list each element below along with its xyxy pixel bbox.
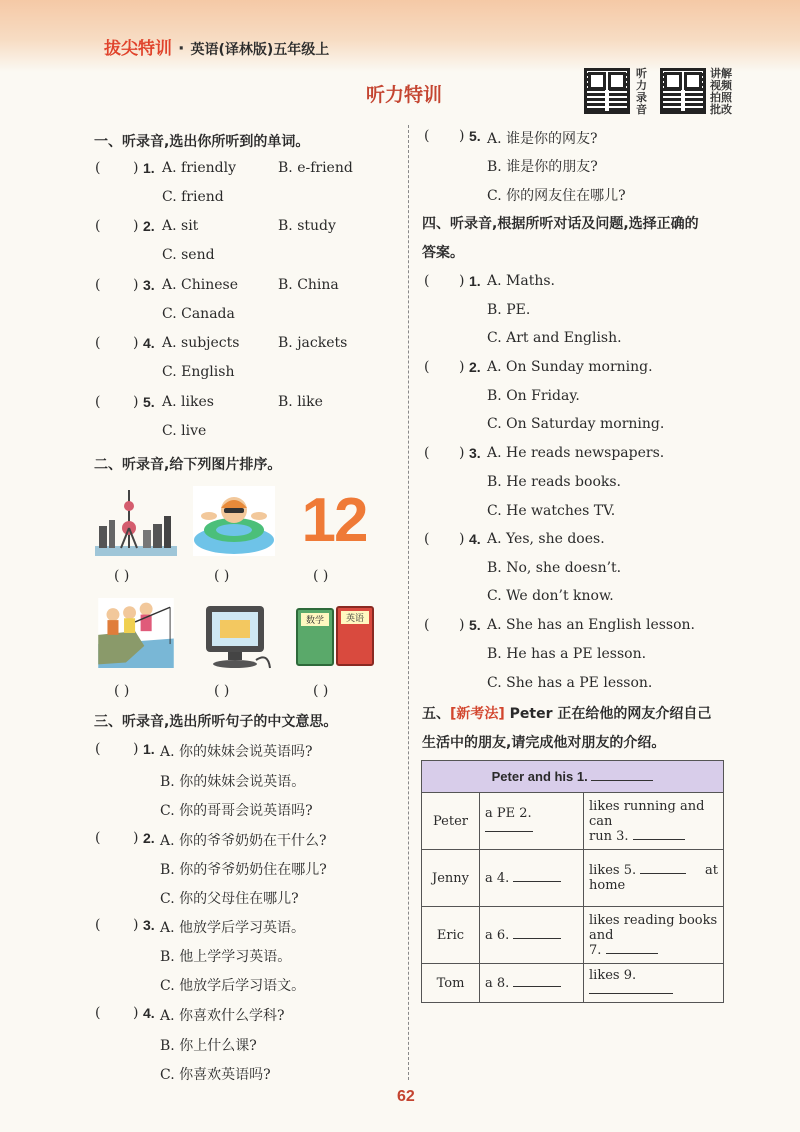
- option-c: C. live: [162, 423, 207, 439]
- blank-9[interactable]: [589, 993, 673, 994]
- friend-hobby: likes reading books and 7.: [584, 907, 724, 964]
- answer-paren-close: ): [459, 359, 465, 375]
- table-row: [422, 907, 724, 964]
- option-a: A. She has an English lesson.: [487, 617, 695, 633]
- option-b: B. No, she doesn’t.: [487, 560, 622, 576]
- section-5-title-cont: 生活中的朋友,请完成他对朋友的介绍。: [422, 735, 666, 751]
- english-book-label: 英语: [341, 611, 369, 624]
- friend-name: Tom: [422, 964, 480, 1003]
- blank-5[interactable]: [640, 873, 686, 874]
- kids-fishing-picture: [95, 598, 177, 668]
- question-number: 3.: [469, 445, 481, 461]
- question-number: 4.: [143, 335, 155, 351]
- english-book-icon: [336, 606, 374, 666]
- option-c: C. 你的父母住在哪儿?: [160, 891, 299, 907]
- answer-paren-close: ): [133, 917, 139, 933]
- option-c: C. 你的网友住在哪儿?: [487, 188, 626, 204]
- answer-paren-open[interactable]: (: [424, 359, 430, 375]
- option-a: A. sit: [162, 218, 199, 234]
- question-number: 1.: [143, 160, 155, 176]
- option-c: C. Art and English.: [487, 330, 622, 346]
- answer-paren-close: ): [459, 128, 465, 144]
- question-number: 3.: [143, 277, 155, 293]
- option-a: A. Maths.: [487, 273, 555, 289]
- blank-6[interactable]: [513, 938, 561, 939]
- answer-paren-close: ): [133, 160, 139, 176]
- question-number: 5.: [469, 617, 481, 633]
- qr-label-video: 讲解视频 拍照批改: [710, 67, 732, 116]
- page-title: 听力特训: [366, 84, 443, 106]
- option-c: C. He watches TV.: [487, 503, 616, 519]
- question-number: 2.: [143, 218, 155, 234]
- answer-paren-close: ): [133, 1005, 139, 1021]
- answer-paren-close: ): [459, 273, 465, 289]
- section-1-title: 一、听录音,选出你所听到的单词。: [94, 134, 310, 150]
- question-number: 5.: [469, 128, 481, 144]
- blank-4[interactable]: [513, 881, 561, 882]
- friend-role: a 8.: [480, 964, 584, 1003]
- section-5-title-text: Peter 正在给他的网友介绍自己: [504, 706, 712, 722]
- question-number: 2.: [469, 359, 481, 375]
- friend-hobby: likes 9.: [584, 964, 724, 1003]
- column-divider: [408, 125, 409, 1080]
- section-5-title: [422, 703, 711, 723]
- question-number: 4.: [469, 531, 481, 547]
- answer-paren-open[interactable]: (: [424, 128, 430, 144]
- answer-paren-close: ): [133, 741, 139, 757]
- option-b: B. 谁是你的朋友?: [487, 159, 598, 175]
- blank-1[interactable]: [591, 780, 653, 781]
- answer-paren-open[interactable]: (: [95, 277, 101, 293]
- question-number: 5.: [143, 394, 155, 410]
- option-b: B. 你的妹妹会说英语。: [160, 774, 306, 790]
- option-c: C. We don’t know.: [487, 588, 614, 604]
- blank-7[interactable]: [606, 953, 658, 954]
- option-c: C. She has a PE lesson.: [487, 675, 653, 691]
- option-a: A. On Sunday morning.: [487, 359, 653, 375]
- answer-paren-open[interactable]: (: [95, 160, 101, 176]
- brand-name: 拔尖特训: [104, 39, 172, 59]
- option-b: B. 他上学学习英语。: [160, 949, 292, 965]
- qr-code-listening[interactable]: [584, 68, 630, 114]
- option-c: C. send: [162, 247, 215, 263]
- table-row: [422, 850, 724, 907]
- qr-label-listening: 听力录音: [636, 67, 647, 116]
- city-skyline-picture: [95, 486, 177, 556]
- answer-paren-open[interactable]: (: [95, 335, 101, 351]
- option-a: A. friendly: [162, 160, 237, 176]
- friend-role: a PE 2.: [480, 793, 584, 850]
- qr-code-video[interactable]: [660, 68, 706, 114]
- friend-hobby: likes running and can run 3.: [584, 793, 724, 850]
- table-row: [422, 793, 724, 850]
- answer-paren-open[interactable]: (: [424, 445, 430, 461]
- answer-paren-open[interactable]: (: [95, 830, 101, 846]
- answer-paren-open[interactable]: (: [424, 617, 430, 633]
- section-2-title: 二、听录音,给下列图片排序。: [94, 457, 282, 473]
- picture-6-answer[interactable]: ( ): [313, 683, 329, 699]
- section-5-prefix: 五、: [422, 706, 450, 722]
- option-b: B. On Friday.: [487, 388, 580, 404]
- answer-paren-close: ): [133, 218, 139, 234]
- math-book-label: 数学: [301, 613, 329, 626]
- picture-2-answer[interactable]: ( ): [214, 568, 230, 584]
- question-number: 1.: [469, 273, 481, 289]
- answer-paren-close: ): [133, 277, 139, 293]
- answer-paren-open[interactable]: (: [95, 917, 101, 933]
- answer-paren-open[interactable]: (: [95, 741, 101, 757]
- option-b: B. He has a PE lesson.: [487, 646, 647, 662]
- books-picture: [296, 606, 374, 668]
- picture-4-answer[interactable]: ( ): [114, 683, 130, 699]
- friends-intro-table: [421, 760, 724, 1003]
- friend-name: Eric: [422, 907, 480, 964]
- picture-5-answer[interactable]: ( ): [214, 683, 230, 699]
- friend-name: Peter: [422, 793, 480, 850]
- table-row: [422, 964, 724, 1003]
- option-a: A. 你喜欢什么学科?: [160, 1008, 285, 1024]
- answer-paren-open[interactable]: (: [95, 1005, 101, 1021]
- picture-3-answer[interactable]: ( ): [313, 568, 329, 584]
- option-a: A. subjects: [162, 335, 240, 351]
- option-a: A. Yes, she does.: [487, 531, 605, 547]
- option-c: C. 你的哥哥会说英语吗?: [160, 803, 313, 819]
- book-brand: 拔尖特训 · 英语(译林版)五年级上: [104, 39, 330, 59]
- blank-2[interactable]: [485, 831, 533, 832]
- answer-paren-close: ): [459, 531, 465, 547]
- option-b: B. He reads books.: [487, 474, 621, 490]
- option-a: A. 你的爷爷奶奶在干什么?: [160, 833, 327, 849]
- option-c: C. 你喜欢英语吗?: [160, 1067, 271, 1083]
- option-b: B. 你的爷爷奶奶住在哪儿?: [160, 862, 327, 878]
- table-header: Peter and his 1.: [422, 761, 724, 793]
- option-a: A. 谁是你的网友?: [487, 131, 598, 147]
- answer-paren-open[interactable]: (: [95, 394, 101, 410]
- option-b: B. like: [278, 394, 323, 410]
- answer-paren-close: ): [133, 394, 139, 410]
- option-c: C. friend: [162, 189, 224, 205]
- option-c: C. 他放学后学习语文。: [160, 978, 306, 994]
- option-c: C. Canada: [162, 306, 235, 322]
- option-b: B. 你上什么课?: [160, 1038, 257, 1054]
- computer-picture: [198, 602, 274, 672]
- number-12-picture: 12: [301, 486, 367, 555]
- question-number: 1.: [143, 741, 155, 757]
- answer-paren-open[interactable]: (: [95, 218, 101, 234]
- friend-name: Jenny: [422, 850, 480, 907]
- option-b: B. PE.: [487, 302, 531, 318]
- option-c: C. On Saturday morning.: [487, 416, 665, 432]
- section-3-title: 三、听录音,选出所听句子的中文意思。: [94, 714, 338, 730]
- section-4-title: 四、听录音,根据所听对话及问题,选择正确的: [422, 216, 699, 232]
- math-book-icon: [296, 608, 334, 666]
- question-number: 2.: [143, 830, 155, 846]
- swimming-boy-picture: [193, 486, 275, 556]
- blank-8[interactable]: [513, 986, 561, 987]
- option-b: B. study: [278, 218, 336, 234]
- option-a: A. Chinese: [162, 277, 238, 293]
- friend-role: a 6.: [480, 907, 584, 964]
- friend-role: a 4.: [480, 850, 584, 907]
- picture-1-answer[interactable]: ( ): [114, 568, 130, 584]
- answer-paren-close: ): [459, 617, 465, 633]
- page-number: 62: [397, 1088, 415, 1105]
- blank-3[interactable]: [633, 839, 685, 840]
- option-a: A. 你的妹妹会说英语吗?: [160, 744, 313, 760]
- section-4-title-cont: 答案。: [422, 245, 464, 261]
- answer-paren-close: ): [133, 335, 139, 351]
- option-a: A. 他放学后学习英语。: [160, 920, 306, 936]
- option-a: A. He reads newspapers.: [487, 445, 665, 461]
- question-number: 3.: [143, 917, 155, 933]
- book-subtitle: 英语(译林版)五年级上: [190, 42, 330, 58]
- answer-paren-close: ): [459, 445, 465, 461]
- answer-paren-open[interactable]: (: [424, 273, 430, 289]
- option-b: B. e-friend: [278, 160, 353, 176]
- option-c: C. English: [162, 364, 235, 380]
- friend-hobby: likes 5. at home: [584, 850, 724, 907]
- option-a: A. likes: [162, 394, 214, 410]
- answer-paren-close: ): [133, 830, 139, 846]
- question-number: 4.: [143, 1005, 155, 1021]
- option-b: B. jackets: [278, 335, 348, 351]
- answer-paren-open[interactable]: (: [424, 531, 430, 547]
- new-exam-tag: [新考法]: [450, 706, 505, 722]
- option-b: B. China: [278, 277, 339, 293]
